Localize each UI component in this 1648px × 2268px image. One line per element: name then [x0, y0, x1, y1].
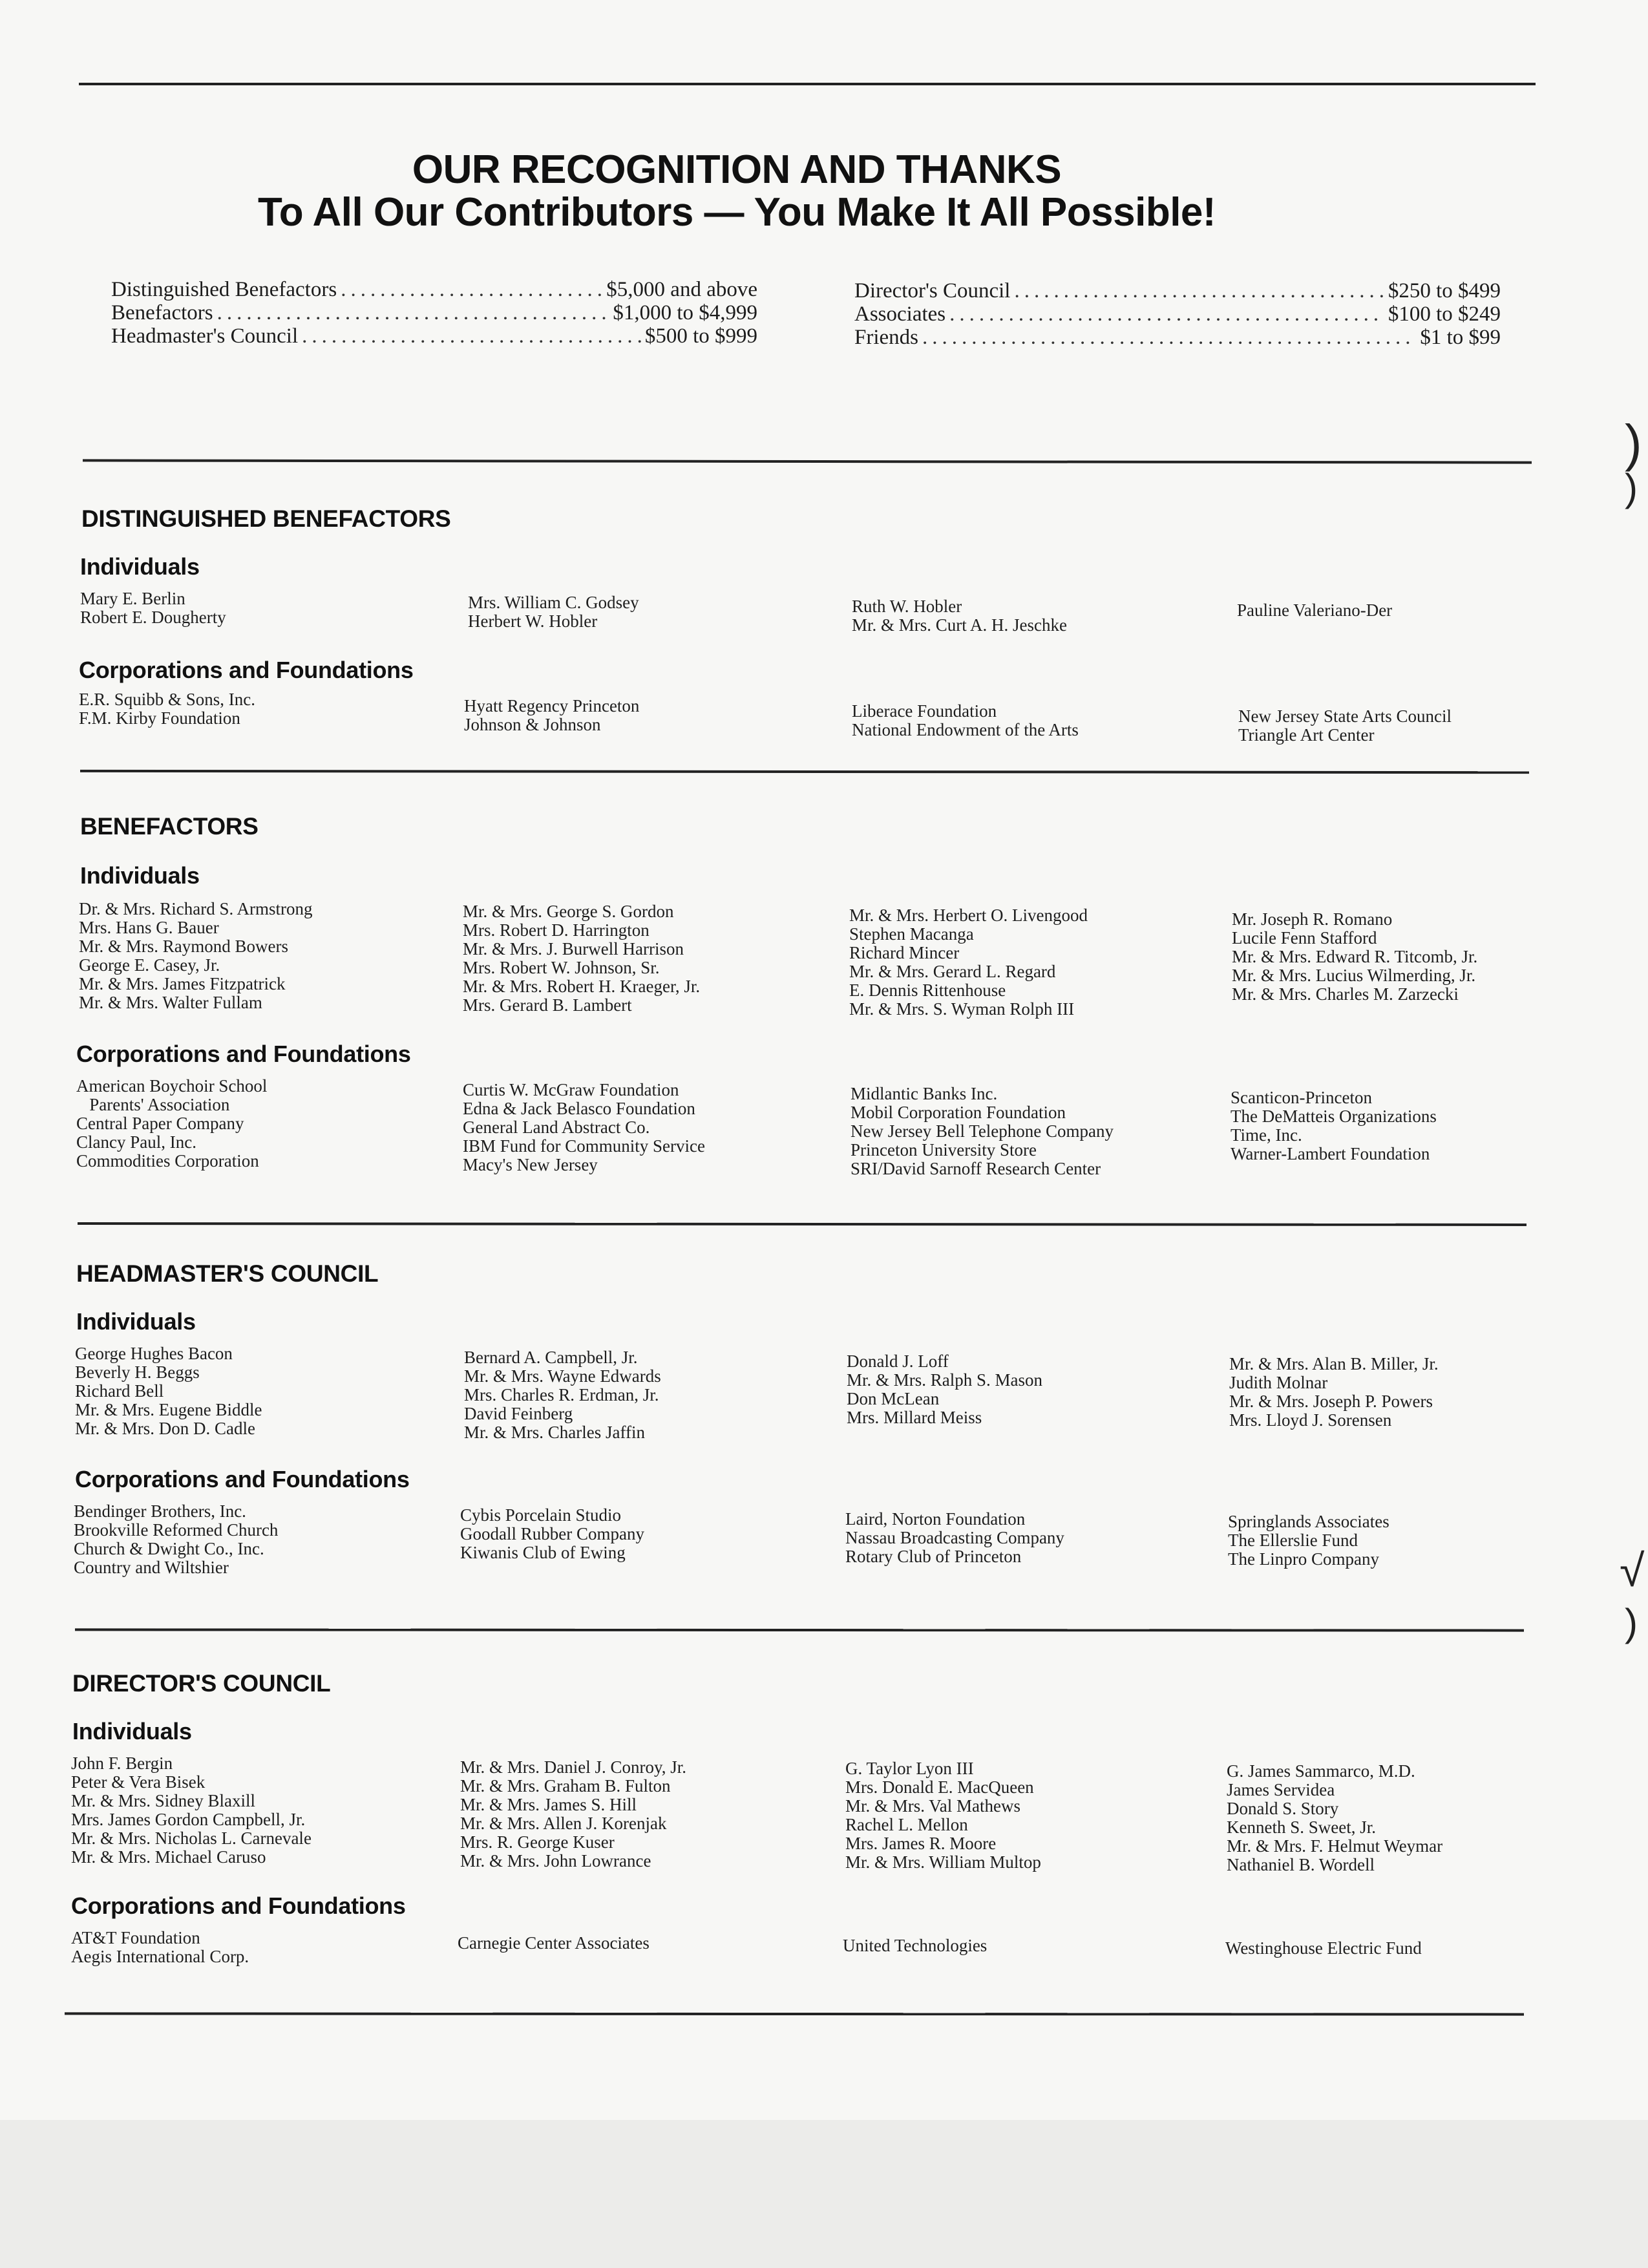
- individuals-heading: Individuals: [80, 862, 200, 889]
- name-column: [845, 1510, 1064, 1566]
- staple-mark: ): [1625, 466, 1638, 509]
- donor-name: American Boychoir School: [76, 1076, 268, 1096]
- donor-name: Mrs. Donald E. MacQueen: [845, 1777, 1034, 1797]
- donor-name: Mr. & Mrs. Alan B. Miller, Jr.: [1229, 1354, 1439, 1373]
- level-row: [111, 324, 757, 348]
- donor-name: The Linpro Company: [1228, 1549, 1379, 1569]
- name-column: [1229, 1355, 1439, 1430]
- individuals-heading: Individuals: [72, 1718, 192, 1744]
- level-range: $1,000 to $4,999: [613, 301, 757, 324]
- name-column: [464, 697, 639, 734]
- name-column: [852, 597, 1067, 635]
- donor-name: Nathaniel B. Wordell: [1227, 1855, 1375, 1874]
- donor-name: Kiwanis Club of Ewing: [460, 1543, 626, 1562]
- donor-name: Mr. & Mrs. J. Burwell Harrison: [463, 939, 684, 959]
- donor-name: Parents' Association: [76, 1095, 230, 1114]
- donor-name: The DeMatteis Organizations: [1231, 1107, 1437, 1126]
- donor-name: Westinghouse Electric Fund: [1225, 1938, 1422, 1958]
- donor-name: Donald S. Story: [1227, 1799, 1339, 1818]
- donor-name: Macy's New Jersey: [463, 1155, 598, 1174]
- donor-name: Princeton University Store: [850, 1140, 1037, 1160]
- name-column: [1227, 1762, 1442, 1874]
- donor-name: G. Taylor Lyon III: [845, 1759, 974, 1778]
- level-name: Distinguished Benefactors: [111, 278, 337, 301]
- name-column: [463, 1081, 705, 1174]
- donor-name: Judith Molnar: [1229, 1373, 1328, 1392]
- donor-name: Mr. & Mrs. F. Helmut Weymar: [1227, 1836, 1443, 1856]
- donor-name: Mr. & Mrs. Charles M. Zarzecki: [1232, 984, 1459, 1004]
- donor-name: United Technologies: [843, 1936, 988, 1955]
- page-bottom-margin: [0, 2120, 1648, 2268]
- leader-dots: [302, 324, 641, 348]
- donor-name: Mr. & Mrs. Nicholas L. Carnevale: [71, 1828, 312, 1848]
- donor-name: Clancy Paul, Inc.: [76, 1132, 196, 1152]
- donor-name: Mobil Corporation Foundation: [850, 1103, 1066, 1122]
- donor-name: Mr. & Mrs. Wayne Edwards: [464, 1366, 661, 1386]
- donor-name: Johnson & Johnson: [464, 715, 601, 734]
- corporations-heading: Corporations and Foundations: [75, 1466, 410, 1492]
- level-range: $5,000 and above: [606, 278, 757, 301]
- donor-name: Mr. & Mrs. Edward R. Titcomb, Jr.: [1232, 947, 1478, 966]
- name-column: [847, 1352, 1042, 1427]
- donor-name: Warner-Lambert Foundation: [1231, 1144, 1430, 1163]
- donor-name: David Feinberg: [464, 1404, 573, 1423]
- leader-dots: [341, 278, 602, 301]
- donor-name: Curtis W. McGraw Foundation: [463, 1080, 679, 1099]
- donor-name: Mr. & Mrs. Michael Caruso: [71, 1847, 266, 1867]
- donor-name: Aegis International Corp.: [71, 1947, 249, 1966]
- donor-name: Mr. Joseph R. Romano: [1232, 909, 1393, 929]
- donor-name: Mrs. R. George Kuser: [460, 1832, 615, 1852]
- name-column: [1228, 1512, 1389, 1569]
- donor-name: SRI/David Sarnoff Research Center: [850, 1159, 1101, 1178]
- donor-name: National Endowment of the Arts: [852, 720, 1079, 739]
- donor-name: Scanticon-Princeton: [1231, 1088, 1372, 1107]
- leader-dots: [1014, 279, 1384, 302]
- donor-name: The Ellerslie Fund: [1228, 1531, 1358, 1550]
- donor-name: Rachel L. Mellon: [845, 1815, 968, 1834]
- donor-name: Goodall Rubber Company: [460, 1524, 644, 1543]
- section-heading-distinguished-benefactors: DISTINGUISHED BENEFACTORS: [81, 505, 451, 532]
- level-range: $500 to $999: [644, 324, 757, 348]
- donor-name: Liberace Foundation: [852, 701, 997, 721]
- donor-name: Mrs. Gerard B. Lambert: [463, 995, 632, 1015]
- top-rule: [79, 83, 1536, 85]
- level-name: Benefactors: [111, 301, 213, 324]
- name-column: [74, 1502, 278, 1577]
- donor-name: Mr. & Mrs. Walter Fullam: [79, 993, 262, 1012]
- name-column: [71, 1754, 312, 1867]
- level-row: [111, 278, 757, 301]
- individuals-heading: Individuals: [80, 553, 200, 580]
- donor-name: Mr. & Mrs. Robert H. Kraeger, Jr.: [463, 977, 701, 996]
- level-row: [854, 302, 1501, 326]
- donor-name: Carnegie Center Associates: [458, 1933, 650, 1953]
- donor-name: George Hughes Bacon: [75, 1344, 233, 1363]
- name-column: [460, 1506, 644, 1562]
- leader-dots: [922, 326, 1416, 349]
- name-column: [852, 702, 1079, 739]
- name-column: [458, 1934, 650, 1953]
- donor-name: Nassau Broadcasting Company: [845, 1528, 1064, 1547]
- level-name: Director's Council: [854, 279, 1011, 302]
- donor-name: Mrs. Hans G. Bauer: [79, 918, 219, 937]
- donor-name: Mr. & Mrs. Graham B. Fulton: [460, 1776, 671, 1796]
- donor-name: Mr. & Mrs. Gerard L. Regard: [849, 962, 1056, 981]
- name-column: [1232, 910, 1477, 1004]
- donor-name: Mary E. Berlin: [80, 589, 185, 608]
- donor-name: John F. Bergin: [71, 1754, 173, 1773]
- level-name: Headmaster's Council: [111, 324, 299, 348]
- donor-name: Laird, Norton Foundation: [845, 1509, 1026, 1529]
- donor-name: Mr. & Mrs. Raymond Bowers: [79, 937, 288, 956]
- staple-mark: ): [1625, 1601, 1638, 1644]
- donor-name: Mr. & Mrs. Herbert O. Livengood: [849, 906, 1088, 925]
- donor-name: Commodities Corporation: [76, 1151, 259, 1171]
- donor-name: Rotary Club of Princeton: [845, 1547, 1022, 1566]
- donor-name: Ruth W. Hobler: [852, 597, 962, 616]
- level-row: [111, 301, 757, 324]
- name-column: [843, 1936, 987, 1955]
- name-column: [845, 1759, 1041, 1872]
- donor-name: Mr. & Mrs. Lucius Wilmerding, Jr.: [1232, 966, 1476, 985]
- page-subtitle: To All Our Contributors — You Make It All Possible!: [257, 190, 1216, 235]
- donor-name: Kenneth S. Sweet, Jr.: [1227, 1818, 1376, 1837]
- name-column: [1238, 707, 1452, 745]
- page-title: OUR RECOGNITION AND THANKS: [412, 147, 1062, 192]
- giving-levels-left: [111, 278, 757, 348]
- donor-name: Midlantic Banks Inc.: [850, 1084, 998, 1103]
- donor-name: Mrs. James R. Moore: [845, 1834, 997, 1853]
- name-column: [71, 1929, 249, 1966]
- donor-name: Mrs. William C. Godsey: [468, 593, 639, 612]
- donor-name: General Land Abstract Co.: [463, 1118, 650, 1137]
- donor-name: Mrs. Millard Meiss: [847, 1408, 982, 1427]
- donor-name: Robert E. Dougherty: [80, 608, 226, 627]
- level-range: $250 to $499: [1388, 279, 1501, 302]
- donor-name: Mrs. Robert D. Harrington: [463, 920, 650, 940]
- donor-name: Edna & Jack Belasco Foundation: [463, 1099, 695, 1118]
- donor-name: Mr. & Mrs. Allen J. Korenjak: [460, 1814, 667, 1833]
- level-range: $100 to $249: [1388, 302, 1501, 326]
- name-column: [1231, 1088, 1437, 1163]
- donor-name: Mrs. Charles R. Erdman, Jr.: [464, 1385, 659, 1404]
- donor-name: Springlands Associates: [1228, 1512, 1389, 1531]
- level-row: [854, 326, 1501, 349]
- donor-name: Peter & Vera Bisek: [71, 1772, 206, 1792]
- donor-name: Central Paper Company: [76, 1114, 244, 1133]
- name-column: [1225, 1939, 1422, 1958]
- donor-name: Mr. & Mrs. John Lowrance: [460, 1851, 651, 1871]
- donor-name: Mrs. Lloyd J. Sorensen: [1229, 1410, 1392, 1430]
- donor-name: Mr. & Mrs. Ralph S. Mason: [847, 1370, 1043, 1390]
- name-column: [849, 906, 1088, 1019]
- donor-name: Beverly H. Beggs: [75, 1362, 200, 1382]
- donor-name: Mr. & Mrs. Don D. Cadle: [75, 1419, 255, 1438]
- donor-name: Mr. & Mrs. Curt A. H. Jeschke: [852, 615, 1067, 635]
- staple-mark: √: [1620, 1545, 1645, 1596]
- name-column: [80, 589, 226, 627]
- donor-name: Dr. & Mrs. Richard S. Armstrong: [79, 899, 313, 918]
- donor-name: E. Dennis Rittenhouse: [849, 980, 1006, 1000]
- donor-name: Triangle Art Center: [1238, 725, 1375, 745]
- donor-name: Mr. & Mrs. Charles Jaffin: [464, 1423, 645, 1442]
- donor-name: Country and Wiltshier: [74, 1558, 229, 1577]
- section-heading-directors-council: DIRECTOR'S COUNCIL: [72, 1670, 331, 1697]
- donor-name: Mr. & Mrs. James Fitzpatrick: [79, 974, 286, 993]
- level-row: [854, 279, 1501, 302]
- donor-name: Church & Dwight Co., Inc.: [74, 1539, 264, 1558]
- donor-name: George E. Casey, Jr.: [79, 955, 220, 975]
- donor-name: Herbert W. Hobler: [468, 611, 598, 631]
- donor-name: Mr. & Mrs. Eugene Biddle: [75, 1400, 262, 1419]
- donor-name: Richard Bell: [75, 1381, 164, 1401]
- donor-name: Pauline Valeriano-Der: [1237, 600, 1393, 620]
- name-column: [468, 593, 639, 631]
- name-column: [79, 690, 255, 728]
- name-column: [850, 1085, 1114, 1178]
- donor-name: New Jersey Bell Telephone Company: [850, 1121, 1114, 1141]
- leader-dots: [217, 301, 609, 324]
- donor-name: Mr. & Mrs. William Multop: [845, 1852, 1041, 1872]
- donor-name: G. James Sammarco, M.D.: [1227, 1761, 1415, 1781]
- donor-name: Stephen Macanga: [849, 924, 974, 944]
- donor-name: Mr. & Mrs. George S. Gordon: [463, 902, 674, 921]
- donor-name: Mr. & Mrs. Daniel J. Conroy, Jr.: [460, 1757, 686, 1777]
- donor-name: Bernard A. Campbell, Jr.: [464, 1348, 638, 1367]
- donor-name: Cybis Porcelain Studio: [460, 1505, 621, 1525]
- name-column: [79, 900, 313, 1012]
- name-column: [460, 1758, 686, 1871]
- name-column: [76, 1077, 267, 1171]
- donor-name: New Jersey State Arts Council: [1238, 706, 1452, 726]
- donor-name: F.M. Kirby Foundation: [79, 708, 240, 728]
- staple-mark: ): [1625, 414, 1642, 472]
- giving-levels-right: [854, 279, 1501, 349]
- donor-name: Lucile Fenn Stafford: [1232, 928, 1377, 948]
- donor-name: AT&T Foundation: [71, 1928, 200, 1947]
- donor-name: IBM Fund for Community Service: [463, 1136, 705, 1156]
- donor-name: Mr. & Mrs. Val Mathews: [845, 1796, 1021, 1816]
- donor-name: Brookville Reformed Church: [74, 1520, 279, 1540]
- corporations-heading: Corporations and Foundations: [79, 657, 414, 683]
- donor-name: Mrs. Robert W. Johnson, Sr.: [463, 958, 660, 977]
- donor-name: Mr. & Mrs. Sidney Blaxill: [71, 1791, 256, 1810]
- donor-name: Richard Mincer: [849, 943, 960, 962]
- leader-dots: [949, 302, 1384, 326]
- level-name: Associates: [854, 302, 946, 326]
- donor-name: Mr. & Mrs. James S. Hill: [460, 1795, 637, 1814]
- section-heading-headmasters-council: HEADMASTER'S COUNCIL: [76, 1260, 379, 1287]
- donor-name: Don McLean: [847, 1389, 940, 1408]
- donor-name: Hyatt Regency Princeton: [464, 696, 640, 715]
- donor-name: Bendinger Brothers, Inc.: [74, 1501, 246, 1521]
- donor-name: Donald J. Loff: [847, 1351, 949, 1371]
- section-heading-benefactors: BENEFACTORS: [80, 813, 259, 840]
- level-name: Friends: [854, 326, 918, 349]
- level-range: $1 to $99: [1420, 326, 1501, 349]
- donor-name: Mr. & Mrs. Joseph P. Powers: [1229, 1392, 1433, 1411]
- donor-name: James Servidea: [1227, 1780, 1335, 1799]
- name-column: [463, 902, 700, 1015]
- corporations-heading: Corporations and Foundations: [76, 1041, 411, 1067]
- donor-name: Mrs. James Gordon Campbell, Jr.: [71, 1810, 306, 1829]
- donor-name: Time, Inc.: [1231, 1125, 1302, 1145]
- donor-name: E.R. Squibb & Sons, Inc.: [79, 690, 256, 709]
- name-column: [464, 1348, 661, 1442]
- name-column: [1237, 601, 1392, 620]
- name-column: [75, 1344, 262, 1438]
- corporations-heading: Corporations and Foundations: [71, 1892, 406, 1919]
- donor-name: Mr. & Mrs. S. Wyman Rolph III: [849, 999, 1075, 1019]
- individuals-heading: Individuals: [76, 1308, 196, 1335]
